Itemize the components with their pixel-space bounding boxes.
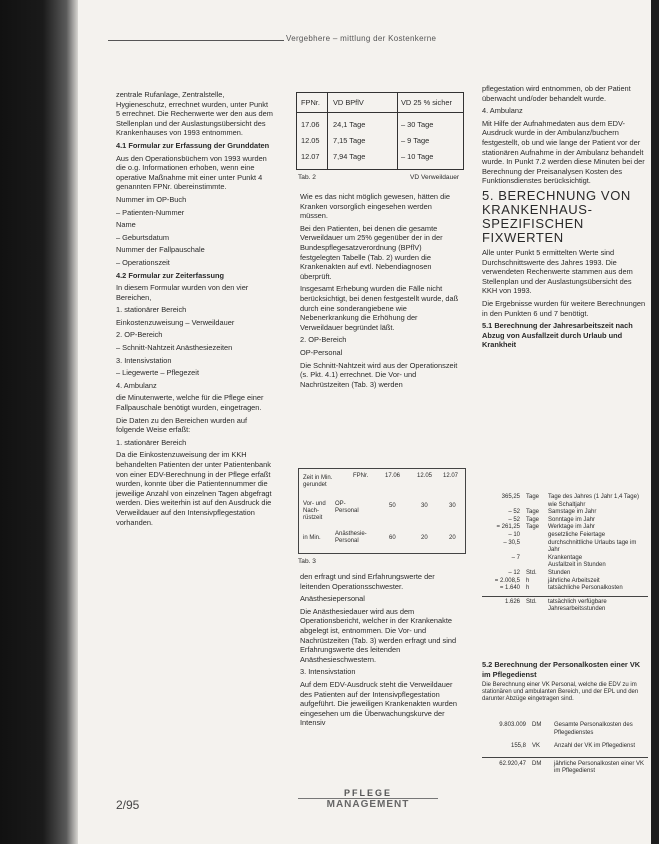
journal-logo: [298, 788, 438, 810]
area-list: [116, 305, 274, 390]
subheading: Anästhesiepersonal: [300, 594, 365, 604]
section-heading-4-2: 4.2 Formular zur Zeiterfassung: [116, 270, 225, 280]
table-cell: 50: [389, 503, 396, 509]
calc-row: – 10 gesetzliche Feiertage: [508, 531, 606, 538]
table-divider: [327, 93, 328, 169]
paragraph: Die Berechnung einer VK Personal, welche die EDV zu im stationären und ambulanten Bereich, und der EPL und den darunter Abzüge eingetragen sind.: [482, 682, 639, 703]
calc-row: Ausfallzeit in Stunden: [548, 562, 606, 569]
table-cell: 7,15 Tage: [333, 136, 366, 145]
paragraph: Die Daten zu den Bereichen wurden auf folgende Weise erfaßt:: [116, 415, 248, 435]
column-3: [482, 84, 648, 353]
table-cell: – 10 Tage: [401, 152, 434, 161]
calc-result-row: 1.626 Std. tatsächlich verfügbare Jahresarbeitsstunden: [482, 596, 648, 614]
logo-bottom: MANAGEMENT: [298, 798, 438, 810]
paragraph: den erfragt und sind Erfahrungswerte der leitenden Operationsschwester.: [300, 572, 435, 591]
table-caption: Tab. 2: [298, 174, 316, 181]
running-header: Vergebhere – mittlung der Kostenkerne: [286, 34, 437, 43]
table-cell: – 30 Tage: [401, 120, 434, 129]
table-cell: 7,94 Tage: [333, 152, 366, 161]
paragraph: Bei den Patienten, bei denen die gesamte Verweildauer um 25% gegenüber der in der Bundespflegesatzverordnung (BPflV) festgelegten Tabelle (Tab. 2) wurden die Krankenakten auf evtl. Nebendiagnosen überprüft.: [300, 223, 443, 281]
paragraph: 1. stationärer Bereich: [116, 437, 187, 447]
paragraph: Aus den Operationsbüchern von 1993 wurden die o.g. Informationen erhoben, wenn eine operative Maßnahme mit einer unter Punkt 4 genannten FPNr. übereinstimmte.: [116, 153, 267, 192]
paragraph: Alle unter Punkt 5 ermittelten Werte sind Durchschnittswerte des Jahres 1993. Die verwendeten Rechenwerte stammen aus dem Stellenplan und der Auslastungsübersicht des KKH von 1993.: [482, 247, 633, 296]
table-cell: – 9 Tage: [401, 136, 430, 145]
subheading: 3. Intensivstation: [300, 667, 356, 677]
table-header-cell: 12.07: [443, 473, 459, 479]
calc-result-row: 62.920,47 DM jährliche Personalkosten einer VK im Pflegedienst: [482, 757, 648, 776]
header-rule: [108, 40, 284, 41]
table-cell: 12.05: [301, 136, 320, 145]
paragraph: Wie es das nicht möglich gewesen, hätten die Kranken vorsorglich eingesehen werden müssen.: [300, 192, 450, 221]
working-time-calculation: [482, 494, 648, 614]
list-item: Nummer der Fallpauschale: [116, 245, 205, 255]
table-cell: 20: [449, 535, 456, 541]
section-5-2: [482, 660, 648, 706]
data-field-list: [116, 195, 274, 268]
paragraph: pflegestation wird entnommen, ob der Patient überwacht und/oder behandelt wurde.: [482, 84, 631, 103]
calc-row: – 7 Krankentage: [511, 554, 583, 561]
table-header-cell: FPNr.: [353, 473, 369, 479]
table-header-cell: VD BPflV: [333, 98, 364, 107]
list-item: 1. stationärer Bereich: [116, 305, 187, 315]
table-2: [296, 92, 464, 170]
personnel-cost-calculation: [482, 722, 648, 776]
table-3: [298, 468, 466, 554]
calc-row: = 261,25 Tage Werktage im Jahr: [496, 524, 595, 531]
table-header-cell: VD 25 % sicher: [401, 98, 452, 107]
logo-top: PFLEGE: [343, 788, 392, 798]
list-item: Name: [116, 220, 136, 230]
table-cell: in Min.: [303, 535, 321, 541]
section-heading-4-1: 4.1 Formular zur Erfassung der Grunddaten: [116, 140, 270, 150]
list-item: Einkostenzuweisung – Verweildauer: [116, 317, 235, 327]
table-header-cell: 17.06: [385, 473, 401, 479]
calc-row: 365,25 Tage Tage des Jahres (1 Jahr 1,4 Tage) wie Schaltjahr: [501, 494, 639, 508]
page-number: 2/95: [116, 798, 140, 812]
paragraph: Die Schnitt-Nahtzeit wird aus der Operationszeit (s. Pkt. 4.1) errechnet. Die Vor- und Nachrüstzeiten (Tab. 3) werden: [300, 360, 458, 389]
list-item: 3. Intensivstation: [116, 355, 172, 365]
table-rule: [297, 112, 463, 113]
subheading: 2. OP-Bereich: [300, 335, 347, 345]
list-item: Nummer im OP-Buch: [116, 194, 187, 204]
table-cell: OP-Personal: [335, 501, 359, 514]
paragraph: Die Ergebnisse wurden für weitere Berechnungen in den Punkten 6 und 7 benötigt.: [482, 298, 646, 318]
table-header-cell: FPNr.: [301, 98, 320, 107]
list-item: – Liegewerte – Pflegezeit: [116, 368, 199, 378]
table-cell: 24,1 Tage: [333, 120, 366, 129]
calc-row: – 52 Tage Sonntage im Jahr: [508, 516, 596, 523]
table-cell: 60: [389, 535, 396, 541]
list-item: 4. Ambulanz: [116, 380, 157, 390]
list-item: – Geburtsdatum: [116, 232, 169, 242]
table-cell: Vor- und Nach-rüstzeit: [303, 501, 326, 521]
column-1: [116, 90, 274, 530]
subheading: 4. Ambulanz: [482, 106, 523, 116]
table-cell: 30: [449, 503, 456, 509]
paragraph: Mit Hilfe der Aufnahmedaten aus dem EDV-Ausdruck wurde in der Ambulanz/buchern festgestellt, ob und wie lange der Patient vor der stationären Aufnahme in der Ambulanz behandelt wurde. In Punkt 7.2 werden diese Minuten bei der Berechnung der Preisanalysen Kosten des Funktionsdienstes berücksichtigt.: [482, 118, 645, 186]
table-caption: Tab. 3: [298, 558, 316, 565]
calc-row: – 52 Tage Samstage im Jahr: [508, 509, 597, 516]
table-cell: 17.06: [301, 120, 320, 129]
table-divider: [397, 93, 398, 169]
calc-row: = 1.640 h tatsächliche Personalkosten: [499, 585, 623, 592]
calc-row: – 12 Std. Stunden: [508, 569, 571, 576]
list-item: – Patienten-Nummer: [116, 207, 185, 217]
table-corner: Zeit in Min. gerundet: [303, 475, 333, 488]
section-heading-5-2: 5.2 Berechnung der Personalkosten einer VK im Pflegedienst: [482, 660, 641, 679]
table-cell: 12.07: [301, 152, 320, 161]
table-cell: Anästhesie-Personal: [335, 531, 367, 544]
table-cell: 20: [421, 535, 428, 541]
scan-right-edge: [651, 0, 659, 844]
paragraph: Auf dem EDV-Ausdruck steht die Verweildauer des Patienten auf der Intensivpflegestation aufgeführt. Die jeweiligen Krankenakten wurden eingesehen um die Überwachungskurve der Intensiv: [300, 679, 457, 728]
subheading: OP-Personal: [300, 347, 343, 357]
column-2-lower: [300, 572, 460, 731]
list-item: – Operationszeit: [116, 257, 170, 267]
section-heading-5-1: 5.1 Berechnung der Jahresarbeitszeit nach Abzug von Ausfallzeit durch Urlaub und Krankheit: [482, 321, 633, 350]
paragraph: In diesem Formular wurden von den vier Bereichen,: [116, 283, 249, 302]
list-item: – Schnitt-Nahtzeit Anästhesiezeiten: [116, 343, 233, 353]
calc-row: – 30,5 durchschnittliche Urlaubs tage im Jahr: [503, 539, 637, 554]
table-cell: 30: [421, 503, 428, 509]
paragraph: die Minutenwerte, welche für die Pflege einer Fallpauschale benötigt wurden, eingetragen.: [116, 393, 264, 413]
paragraph: Die Anästhesiedauer wird aus dem Operationsbericht, welcher in der Krankenakte abgelegt ist, entnommen. Die Vor- und Nachrüstzeiten (Tab. 3) werden erfragt und sind Erfahrungswerte des leitenden Anästhesieschwestern.: [300, 606, 457, 664]
calc-row: = 2.008,5 h jährliche Arbeitszeit: [494, 577, 600, 584]
table-header-cell: 12.05: [417, 473, 433, 479]
paragraph: Insgesamt Erhebung wurden die Fälle nicht berücksichtigt, bei denen festgestellt wurde, daß durch eine sonderangiebene wie Nebenerkrankung die Erhöhung der Verweildauer begründet läßt.: [300, 284, 459, 332]
calc-row: 155,8 VK Anzahl der VK im Pflegedienst: [510, 743, 636, 750]
scan-binding-edge: [0, 0, 78, 844]
paragraph: zentrale Rufanlage, Zentralstelle, Hygieneschutz, errechnet wurden, unter Punkt 5 errechnet. Die Rechenwerte wer den aus dem Stellenplan und der Auslastungsübersicht des Krankenhauses von 1993 entnommen.: [116, 90, 273, 138]
list-item: 2. OP-Bereich: [116, 330, 163, 340]
paragraph: Da die Einkostenzuweisung der im KKH behandelten Patienten der unter Patientenbank von einer EDV-Berechnung in der Pflege erfaßt wurden, konnte über die Patientennummer die jeweilige Anzahl von einzelnen Tagen abgefragt werden. Dies weiterhin ist auf den Ausdruck die Verweildauer auf den Intensivpflegestation vorhanden.: [116, 450, 272, 527]
column-2: [300, 192, 460, 392]
chapter-heading: 5. BERECHNUNG VON KRANKENHAUS-SPEZIFISCHEN FIXWERTEN: [482, 187, 631, 245]
table-source-note: VD Verweildauer: [410, 174, 460, 181]
calc-row: 9.803.009 DM Gesamte Personalkosten des Pflegedienstes: [499, 722, 633, 736]
